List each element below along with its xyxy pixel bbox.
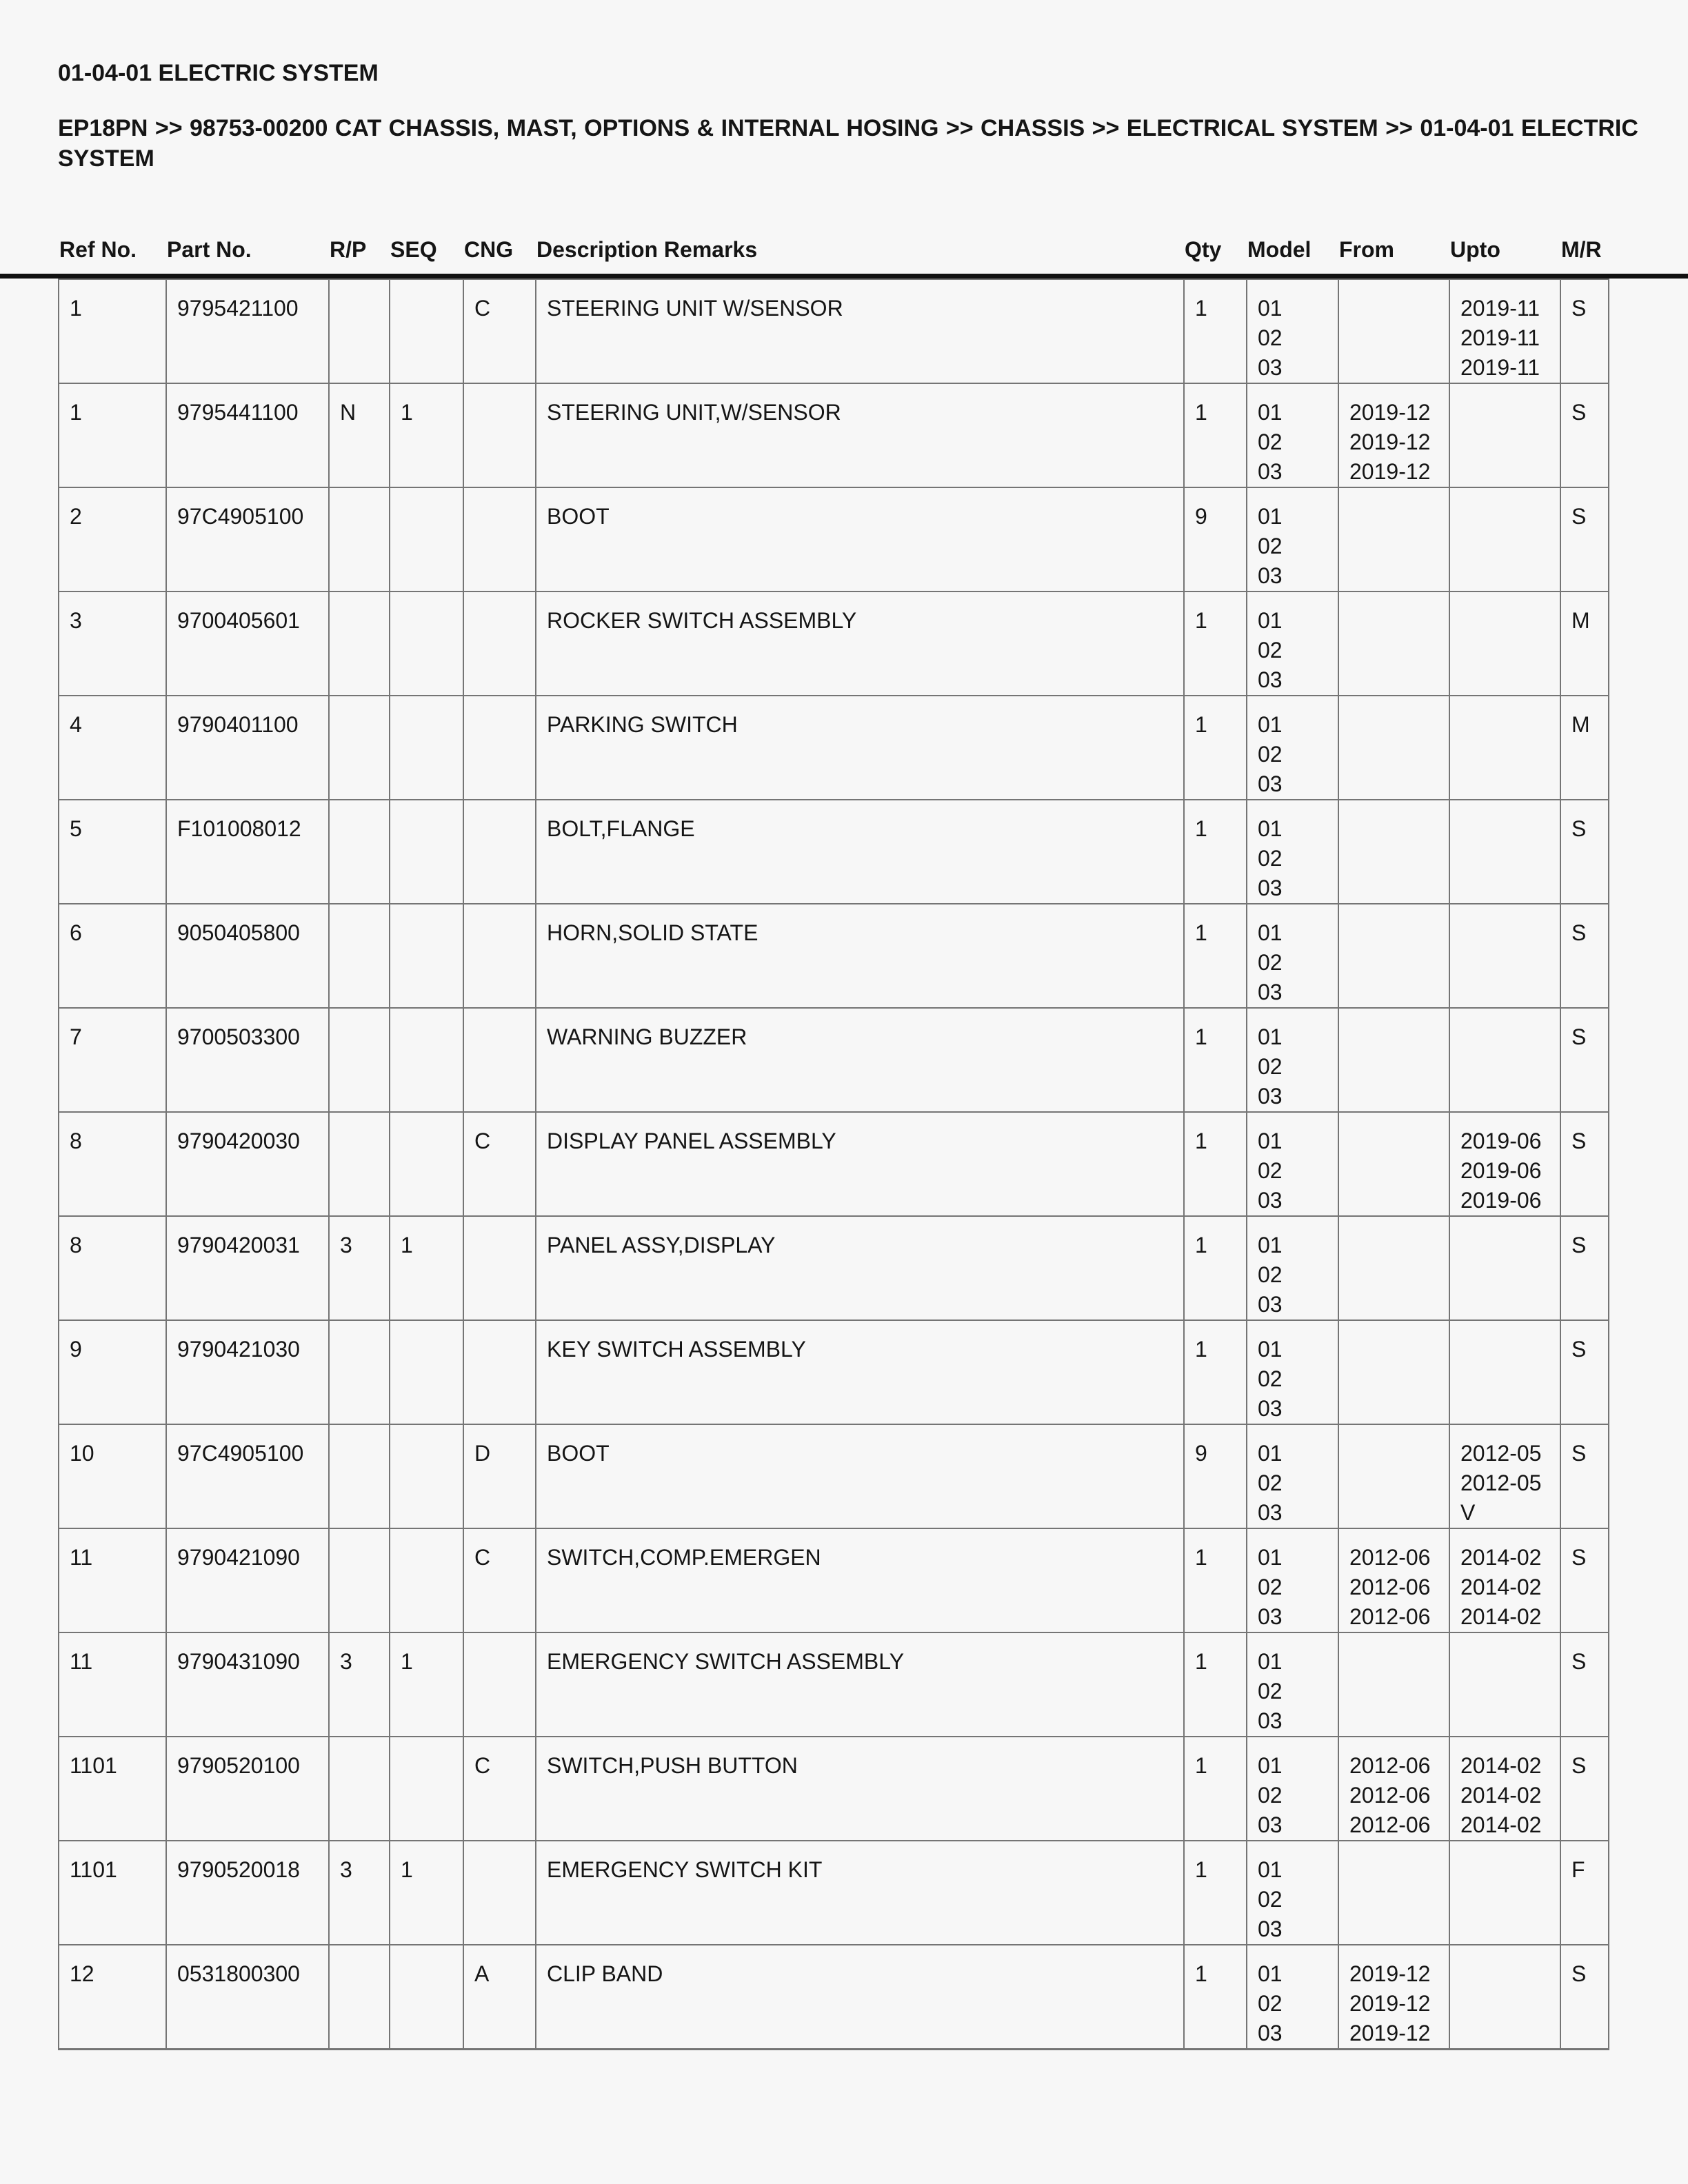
cell-mr: S <box>1560 904 1609 1008</box>
cell-qty: 1 <box>1184 279 1247 383</box>
cell-cng: C <box>463 1112 536 1216</box>
cell-cng <box>463 592 536 696</box>
cell-mr: S <box>1560 1424 1609 1528</box>
cell-cng <box>463 800 536 904</box>
cell-cng <box>463 1320 536 1424</box>
cell-ref-no: 11 <box>59 1632 166 1737</box>
cell-ref-no: 6 <box>59 904 166 1008</box>
cell-rp <box>329 696 390 800</box>
table-row <box>59 1008 1609 1112</box>
cell-upto: 2014-02 2014-02 2014-02 <box>1449 1528 1560 1632</box>
cell-upto: 2014-02 2014-02 2014-02 <box>1449 1737 1560 1841</box>
cell-seq <box>390 1320 463 1424</box>
cell-rp: 3 <box>329 1841 390 1945</box>
cell-description: CLIP BAND <box>536 1945 1184 2050</box>
cell-from <box>1338 1112 1449 1216</box>
cell-seq <box>390 1112 463 1216</box>
cell-model: 01 02 03 <box>1247 487 1338 592</box>
cell-model: 01 02 03 <box>1247 800 1338 904</box>
cell-seq <box>390 1424 463 1528</box>
cell-mr: S <box>1560 1320 1609 1424</box>
cell-model: 01 02 03 <box>1247 696 1338 800</box>
cell-upto <box>1449 1216 1560 1320</box>
table-row <box>59 592 1609 696</box>
cell-part-no: 9700405601 <box>166 592 329 696</box>
table-row <box>59 696 1609 800</box>
cell-upto: 2019-11 2019-11 2019-11 <box>1449 279 1560 383</box>
table-row <box>59 487 1609 592</box>
cell-ref-no: 1101 <box>59 1737 166 1841</box>
cell-qty: 1 <box>1184 592 1247 696</box>
cell-from <box>1338 1632 1449 1737</box>
cell-rp <box>329 487 390 592</box>
cell-model: 01 02 03 <box>1247 1632 1338 1737</box>
cell-description: SWITCH,PUSH BUTTON <box>536 1737 1184 1841</box>
cell-seq <box>390 1008 463 1112</box>
cell-upto <box>1449 592 1560 696</box>
cell-seq: 1 <box>390 1841 463 1945</box>
table-row <box>59 1112 1609 1216</box>
cell-part-no: 9050405800 <box>166 904 329 1008</box>
cell-qty: 9 <box>1184 487 1247 592</box>
cell-model: 01 02 03 <box>1247 1945 1338 2050</box>
parts-table-body <box>59 279 1609 2050</box>
cell-seq <box>390 487 463 592</box>
cell-seq <box>390 1737 463 1841</box>
cell-qty: 1 <box>1184 696 1247 800</box>
cell-qty: 1 <box>1184 383 1247 487</box>
cell-upto <box>1449 1632 1560 1737</box>
cell-model: 01 02 03 <box>1247 1424 1338 1528</box>
cell-mr: S <box>1560 279 1609 383</box>
cell-description: EMERGENCY SWITCH KIT <box>536 1841 1184 1945</box>
cell-part-no: 9790520018 <box>166 1841 329 1945</box>
table-header-row <box>58 237 1608 267</box>
cell-mr: S <box>1560 1008 1609 1112</box>
cell-rp <box>329 1945 390 2050</box>
cell-upto: 2019-06 2019-06 2019-06 <box>1449 1112 1560 1216</box>
cell-mr: F <box>1560 1841 1609 1945</box>
cell-model: 01 02 03 <box>1247 1112 1338 1216</box>
cell-mr: M <box>1560 592 1609 696</box>
cell-rp <box>329 1424 390 1528</box>
cell-seq: 1 <box>390 383 463 487</box>
table-row <box>59 1737 1609 1841</box>
column-header-rp: R/P <box>330 237 367 262</box>
table-row <box>59 383 1609 487</box>
cell-ref-no: 12 <box>59 1945 166 2050</box>
cell-part-no: 9795421100 <box>166 279 329 383</box>
column-header-qty: Qty <box>1185 237 1222 262</box>
table-row <box>59 800 1609 904</box>
cell-part-no: 9790401100 <box>166 696 329 800</box>
cell-part-no: 97C4905100 <box>166 1424 329 1528</box>
column-header-mr: M/R <box>1561 237 1602 262</box>
cell-seq <box>390 1528 463 1632</box>
cell-seq <box>390 279 463 383</box>
cell-qty: 1 <box>1184 1945 1247 2050</box>
cell-seq: 1 <box>390 1216 463 1320</box>
cell-model: 01 02 03 <box>1247 1008 1338 1112</box>
table-row <box>59 1216 1609 1320</box>
cell-rp <box>329 904 390 1008</box>
cell-from: 2012-06 2012-06 2012-06 <box>1338 1737 1449 1841</box>
cell-rp: N <box>329 383 390 487</box>
table-row <box>59 1424 1609 1528</box>
cell-from <box>1338 1841 1449 1945</box>
cell-cng: C <box>463 1737 536 1841</box>
cell-mr: S <box>1560 1737 1609 1841</box>
cell-description: STEERING UNIT W/SENSOR <box>536 279 1184 383</box>
cell-ref-no: 10 <box>59 1424 166 1528</box>
cell-upto <box>1449 487 1560 592</box>
cell-cng <box>463 1632 536 1737</box>
cell-qty: 1 <box>1184 800 1247 904</box>
cell-mr: S <box>1560 1216 1609 1320</box>
cell-part-no: 97C4905100 <box>166 487 329 592</box>
cell-from <box>1338 487 1449 592</box>
cell-description: HORN,SOLID STATE <box>536 904 1184 1008</box>
cell-qty: 1 <box>1184 1632 1247 1737</box>
cell-mr: S <box>1560 487 1609 592</box>
cell-model: 01 02 03 <box>1247 592 1338 696</box>
cell-ref-no: 11 <box>59 1528 166 1632</box>
cell-description: BOOT <box>536 1424 1184 1528</box>
cell-mr: S <box>1560 1112 1609 1216</box>
cell-upto <box>1449 800 1560 904</box>
cell-seq <box>390 904 463 1008</box>
column-header-model: Model <box>1247 237 1312 262</box>
cell-cng <box>463 487 536 592</box>
cell-model: 01 02 03 <box>1247 1841 1338 1945</box>
cell-cng: D <box>463 1424 536 1528</box>
cell-from <box>1338 1008 1449 1112</box>
cell-mr: S <box>1560 1632 1609 1737</box>
cell-ref-no: 8 <box>59 1216 166 1320</box>
cell-mr: M <box>1560 696 1609 800</box>
cell-seq <box>390 1945 463 2050</box>
cell-cng <box>463 904 536 1008</box>
cell-upto <box>1449 1320 1560 1424</box>
cell-description: PANEL ASSY,DISPLAY <box>536 1216 1184 1320</box>
cell-seq <box>390 696 463 800</box>
column-header-upto: Upto <box>1450 237 1500 262</box>
parts-table <box>58 279 1609 2050</box>
cell-model: 01 02 03 <box>1247 1737 1338 1841</box>
cell-cng <box>463 696 536 800</box>
cell-rp <box>329 1008 390 1112</box>
cell-rp <box>329 592 390 696</box>
cell-part-no: 9790431090 <box>166 1632 329 1737</box>
cell-ref-no: 7 <box>59 1008 166 1112</box>
cell-cng: C <box>463 279 536 383</box>
cell-model: 01 02 03 <box>1247 1320 1338 1424</box>
header-divider-rule <box>0 274 1688 279</box>
column-header-cng: CNG <box>464 237 514 262</box>
cell-from: 2012-06 2012-06 2012-06 <box>1338 1528 1449 1632</box>
cell-cng <box>463 383 536 487</box>
cell-mr: S <box>1560 383 1609 487</box>
cell-seq: 1 <box>390 1632 463 1737</box>
cell-part-no: 9790420030 <box>166 1112 329 1216</box>
cell-cng <box>463 1841 536 1945</box>
cell-model: 01 02 03 <box>1247 383 1338 487</box>
cell-description: KEY SWITCH ASSEMBLY <box>536 1320 1184 1424</box>
table-row <box>59 279 1609 383</box>
cell-rp <box>329 1737 390 1841</box>
cell-description: BOOT <box>536 487 1184 592</box>
cell-qty: 1 <box>1184 904 1247 1008</box>
cell-qty: 1 <box>1184 1737 1247 1841</box>
cell-upto <box>1449 1945 1560 2050</box>
cell-ref-no: 1 <box>59 383 166 487</box>
table-row <box>59 1320 1609 1424</box>
cell-qty: 9 <box>1184 1424 1247 1528</box>
cell-cng: A <box>463 1945 536 2050</box>
cell-from: 2019-12 2019-12 2019-12 <box>1338 1945 1449 2050</box>
cell-from <box>1338 1424 1449 1528</box>
cell-mr: S <box>1560 1528 1609 1632</box>
cell-description: STEERING UNIT,W/SENSOR <box>536 383 1184 487</box>
cell-rp <box>329 1112 390 1216</box>
cell-ref-no: 9 <box>59 1320 166 1424</box>
cell-description: DISPLAY PANEL ASSEMBLY <box>536 1112 1184 1216</box>
column-header-part-no: Part No. <box>167 237 252 262</box>
cell-upto <box>1449 696 1560 800</box>
cell-ref-no: 3 <box>59 592 166 696</box>
cell-description: BOLT,FLANGE <box>536 800 1184 904</box>
cell-qty: 1 <box>1184 1112 1247 1216</box>
cell-seq <box>390 592 463 696</box>
cell-rp <box>329 279 390 383</box>
cell-from <box>1338 800 1449 904</box>
cell-ref-no: 1101 <box>59 1841 166 1945</box>
cell-from <box>1338 1320 1449 1424</box>
cell-description: EMERGENCY SWITCH ASSEMBLY <box>536 1632 1184 1737</box>
cell-part-no: F101008012 <box>166 800 329 904</box>
table-row <box>59 1528 1609 1632</box>
cell-mr: S <box>1560 1945 1609 2050</box>
cell-part-no: 9790420031 <box>166 1216 329 1320</box>
table-row <box>59 1632 1609 1737</box>
cell-model: 01 02 03 <box>1247 279 1338 383</box>
cell-ref-no: 1 <box>59 279 166 383</box>
cell-rp: 3 <box>329 1216 390 1320</box>
table-row <box>59 904 1609 1008</box>
cell-seq <box>390 800 463 904</box>
cell-part-no: 9790421030 <box>166 1320 329 1424</box>
cell-model: 01 02 03 <box>1247 904 1338 1008</box>
cell-from <box>1338 279 1449 383</box>
cell-ref-no: 2 <box>59 487 166 592</box>
cell-ref-no: 4 <box>59 696 166 800</box>
cell-mr: S <box>1560 800 1609 904</box>
cell-upto <box>1449 904 1560 1008</box>
table-row <box>59 1945 1609 2050</box>
cell-ref-no: 5 <box>59 800 166 904</box>
column-header-from: From <box>1339 237 1394 262</box>
cell-from: 2019-12 2019-12 2019-12 <box>1338 383 1449 487</box>
cell-from <box>1338 1216 1449 1320</box>
cell-qty: 1 <box>1184 1528 1247 1632</box>
cell-model: 01 02 03 <box>1247 1216 1338 1320</box>
cell-cng: C <box>463 1528 536 1632</box>
cell-rp: 3 <box>329 1632 390 1737</box>
cell-description: WARNING BUZZER <box>536 1008 1184 1112</box>
cell-qty: 1 <box>1184 1320 1247 1424</box>
column-header-seq: SEQ <box>390 237 437 262</box>
cell-qty: 1 <box>1184 1216 1247 1320</box>
cell-part-no: 0531800300 <box>166 1945 329 2050</box>
cell-part-no: 9700503300 <box>166 1008 329 1112</box>
column-header-description: Description Remarks <box>536 237 758 262</box>
cell-model: 01 02 03 <box>1247 1528 1338 1632</box>
cell-upto <box>1449 1008 1560 1112</box>
cell-rp <box>329 1528 390 1632</box>
cell-rp <box>329 800 390 904</box>
cell-description: PARKING SWITCH <box>536 696 1184 800</box>
table-row <box>59 1841 1609 1945</box>
cell-part-no: 9795441100 <box>166 383 329 487</box>
cell-from <box>1338 904 1449 1008</box>
cell-qty: 1 <box>1184 1008 1247 1112</box>
page-title: 01-04-01 ELECTRIC SYSTEM <box>58 60 379 86</box>
breadcrumb: EP18PN >> 98753-00200 CAT CHASSIS, MAST, OPTIONS & INTERNAL HOSING >> CHASSIS >> ELECTRICAL SYSTEM >> 01-04-01 ELECTRIC SYSTEM <box>58 115 1638 172</box>
cell-ref-no: 8 <box>59 1112 166 1216</box>
cell-description: SWITCH,COMP.EMERGEN <box>536 1528 1184 1632</box>
cell-from <box>1338 696 1449 800</box>
column-header-ref-no: Ref No. <box>59 237 137 262</box>
cell-part-no: 9790520100 <box>166 1737 329 1841</box>
cell-qty: 1 <box>1184 1841 1247 1945</box>
cell-rp <box>329 1320 390 1424</box>
cell-from <box>1338 592 1449 696</box>
cell-upto: 2012-05 2012-05 V <box>1449 1424 1560 1528</box>
cell-upto <box>1449 1841 1560 1945</box>
cell-upto <box>1449 383 1560 487</box>
cell-part-no: 9790421090 <box>166 1528 329 1632</box>
cell-description: ROCKER SWITCH ASSEMBLY <box>536 592 1184 696</box>
cell-cng <box>463 1216 536 1320</box>
cell-cng <box>463 1008 536 1112</box>
